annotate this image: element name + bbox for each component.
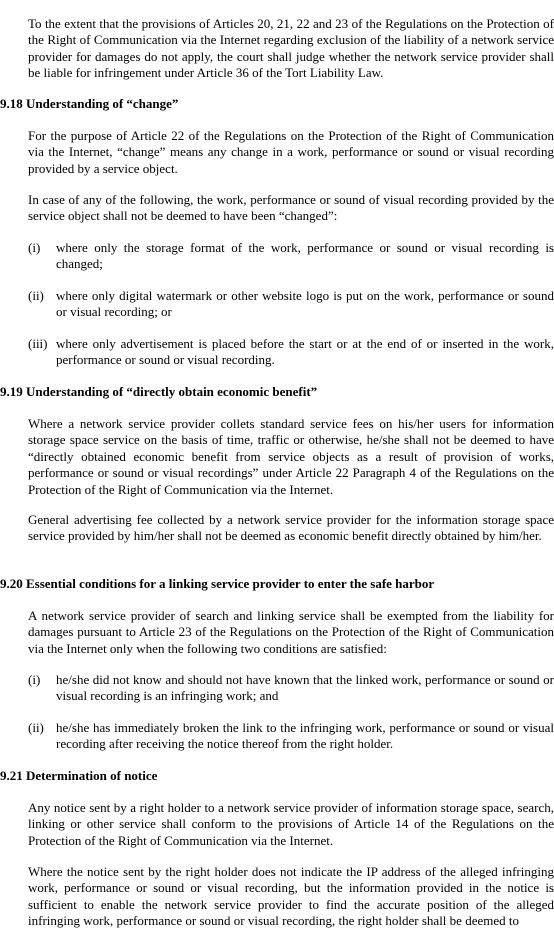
list-item-number: (ii) [28,720,44,735]
list-item-number: (i) [28,240,41,255]
list-item-number: (i) [28,672,41,687]
list-item-text: he/she did not know and should not have known that the linked work, performance or sound or visual recording is an infringing work; and [56,672,554,704]
paragraph-9-21-2: Where the notice sent by the right holder does not indicate the IP address of the alleged infringing work, performance or sound or visual recording, but the information provided in the notice is sufficient to enable the network service provider to find the accurate position of the alleged infringing work, performance or sound or visual recording, the right holder shall be deemed to [28,864,554,929]
section-heading-9-19: 9.19 Understanding of “directly obtain economic benefit” [0,384,318,399]
list-item-text: where only digital watermark or other website logo is put on the work, performance or sound or visual recording; or [56,288,554,320]
list-item-text: he/she has immediately broken the link to the infringing work, performance or sound or visual recording after receiving the notice thereof from the right holder. [56,720,554,752]
list-item-text: where only the storage format of the work, performance or sound or visual recording is changed; [56,240,554,272]
paragraph-9-19-2: General advertising fee collected by a network service provider for the information storage space service provided by him/her shall not be deemed as economic benefit directly obtained by him/her. [28,512,554,544]
section-heading-9-18: 9.18 Understanding of “change” [0,96,179,111]
section-heading-9-21: 9.21 Determination of notice [0,768,158,783]
section-heading-9-20: 9.20 Essential conditions for a linking service provider to enter the safe harbor [0,576,435,591]
paragraph-9-20-1: A network service provider of search and linking service shall be exempted from the liability for damages pursuant to Article 23 of the Regulations on the Protection of the Right of Communication via the Internet only when the following two conditions are satisfied: [28,608,554,656]
list-item-number: (iii) [28,336,48,351]
intro-paragraph: To the extent that the provisions of Articles 20, 21, 22 and 23 of the Regulations on the Protection of the Right of Communication via the Internet regarding exclusion of the liability of a network service provider for damages do not apply, the court shall judge whether the network service provider shall be liable for infringement under Article 36 of the Tort Liability Law. [28,16,554,81]
paragraph-9-19-1: Where a network service provider collets standard service fees on his/her users for information storage space service on the basis of time, traffic or otherwise, he/she shall not be deemed to have “directly obtained economic benefit from service objects as a result of provision of works, performance or sound or visual recordings” under Article 22 Paragraph 4 of the Regulations on the Protection of the Right of Communication via the Internet. [28,416,554,497]
paragraph-9-21-1: Any notice sent by a right holder to a network service provider of information storage space, search, linking or other service shall conform to the provisions of Article 14 of the Regulations on the Protection of the Right of Communication via the Internet. [28,800,554,848]
list-item-text: where only advertisement is placed before the start or at the end of or inserted in the work, performance or sound or visual recording. [56,336,554,368]
paragraph-9-18-2: In case of any of the following, the work, performance or sound of visual recording provided by the service object shall not be deemed to have been “changed”: [28,192,554,224]
paragraph-9-18-1: For the purpose of Article 22 of the Regulations on the Protection of the Right of Communication via the Internet, “change” means any change in a work, performance or sound or visual recording provided by a service object. [28,128,554,176]
list-item-number: (ii) [28,288,44,303]
